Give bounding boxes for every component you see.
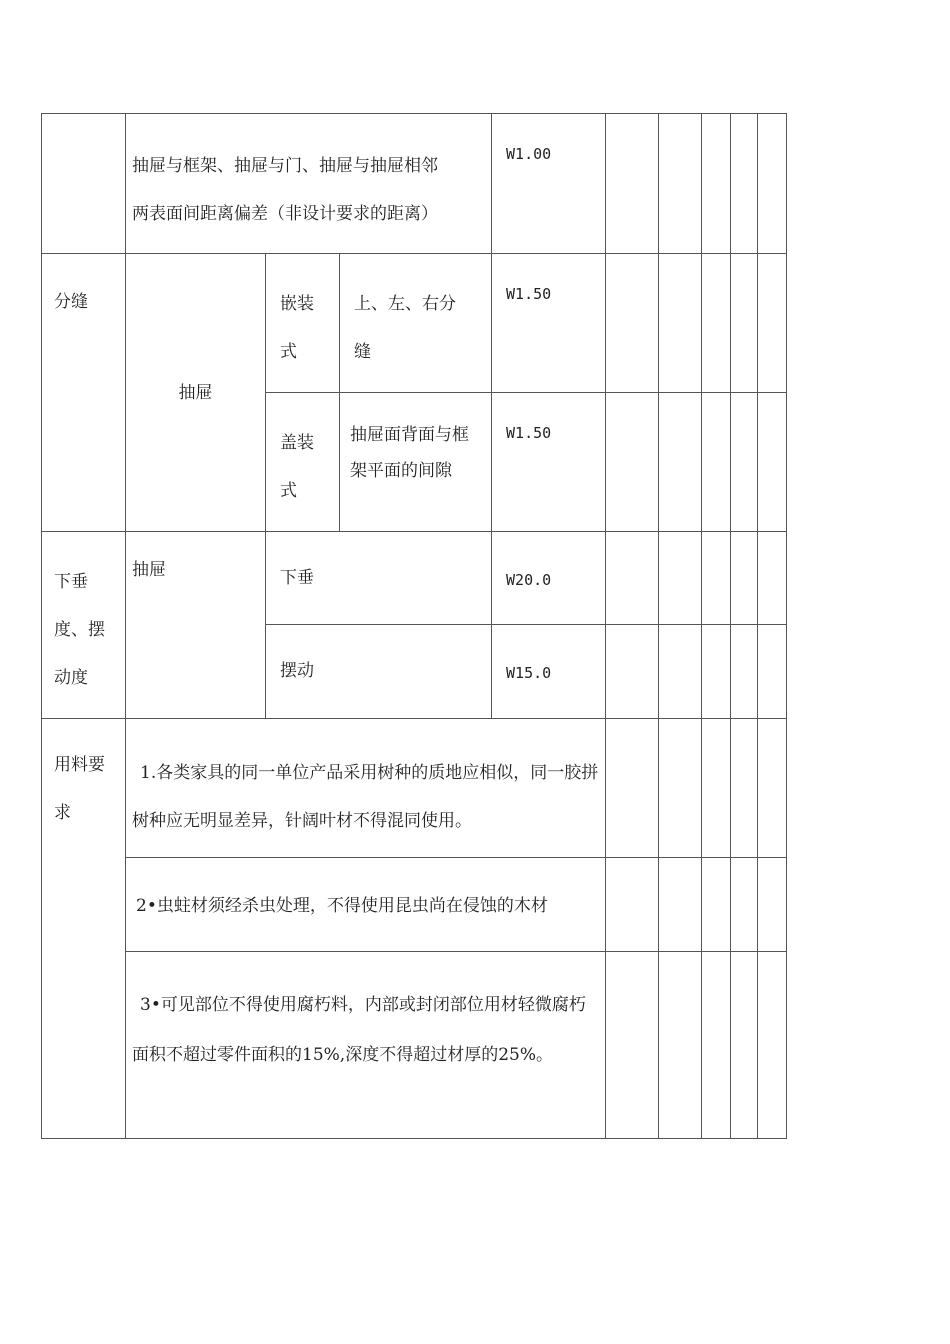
inspection-table <box>41 113 787 1139</box>
check-cell <box>659 393 702 532</box>
desc-cell <box>340 254 492 393</box>
item-label: 抽屉 <box>132 560 166 580</box>
category-cell <box>42 719 126 1139</box>
category-label: 用料要求 <box>54 755 105 823</box>
subtype-cell <box>266 254 340 393</box>
item-desc-line1: 抽屉与框架、抽屉与门、抽屉与抽屉相邻 <box>132 156 438 176</box>
item-cell <box>126 114 492 254</box>
value-cell <box>492 254 606 393</box>
item-label: 抽屉 <box>178 382 213 403</box>
check-cell <box>659 254 702 393</box>
requirement-text: 2•虫蛀材须经杀虫处理，不得使用昆虫尚在侵蚀的木材 <box>136 896 548 916</box>
subtype-label: 盖装式 <box>280 433 314 501</box>
category-cell-empty <box>42 114 126 254</box>
table-row <box>42 719 787 858</box>
check-cell <box>758 254 787 393</box>
item-cell <box>126 532 266 719</box>
value-cell <box>492 393 606 532</box>
check-cell <box>659 532 702 625</box>
tolerance-value: W1.50 <box>506 424 552 442</box>
subtype-cell <box>266 625 492 719</box>
check-cell <box>758 532 787 625</box>
desc-cell <box>340 393 492 532</box>
check-cell <box>702 858 731 952</box>
check-cell <box>606 114 659 254</box>
check-cell <box>702 952 731 1139</box>
check-cell <box>606 393 659 532</box>
check-cell <box>702 625 731 719</box>
check-cell <box>702 114 731 254</box>
desc-label: 抽屉面背面与框架平面的间隙 <box>350 425 469 481</box>
subtype-cell <box>266 393 340 532</box>
table-row <box>42 532 787 625</box>
check-cell <box>702 719 731 858</box>
table-row <box>42 858 787 952</box>
check-cell <box>731 719 758 858</box>
value-cell <box>492 532 606 625</box>
item-cell <box>126 254 266 532</box>
desc-label: 上、左、右分缝 <box>354 294 456 362</box>
requirement-cell <box>126 719 606 858</box>
check-cell <box>731 114 758 254</box>
check-cell <box>731 858 758 952</box>
tolerance-value: W1.50 <box>506 285 552 303</box>
item-desc-line2: 两表面间距离偏差（非设计要求的距离） <box>132 204 438 224</box>
check-cell <box>731 625 758 719</box>
requirement-text: 1.各类家具的同一单位产品采用树种的质地应相似，同一胶拼树种应无明显差异，针阔叶材不得混同使用。 <box>132 763 599 831</box>
requirement-cell <box>126 858 606 952</box>
tolerance-value: W20.0 <box>506 571 552 589</box>
check-cell <box>659 114 702 254</box>
check-cell <box>606 625 659 719</box>
value-cell <box>492 114 606 254</box>
check-cell <box>606 858 659 952</box>
subtype-cell <box>266 532 492 625</box>
check-cell <box>606 952 659 1139</box>
check-cell <box>606 719 659 858</box>
category-cell <box>42 532 126 719</box>
table-row <box>42 114 787 254</box>
check-cell <box>702 254 731 393</box>
category-cell <box>42 254 126 532</box>
category-label: 分缝 <box>54 292 88 312</box>
check-cell <box>659 858 702 952</box>
category-label: 下垂度、摆动度 <box>54 572 105 688</box>
check-cell <box>731 254 758 393</box>
subtype-label: 摆动 <box>280 661 314 681</box>
check-cell <box>659 625 702 719</box>
check-cell <box>702 532 731 625</box>
check-cell <box>758 114 787 254</box>
subtype-label: 下垂 <box>280 568 314 588</box>
subtype-label: 嵌装式 <box>280 294 314 362</box>
tolerance-value: W1.00 <box>506 145 552 163</box>
table-row <box>42 254 787 393</box>
requirement-text: 3•可见部位不得使用腐朽料，内部或封闭部位用材轻微腐朽面积不超过零件面积的15%,深度不得超过材厚的25%。 <box>132 995 586 1065</box>
check-cell <box>731 393 758 532</box>
check-cell <box>731 952 758 1139</box>
check-cell <box>659 719 702 858</box>
tolerance-value: W15.0 <box>506 664 552 682</box>
check-cell <box>758 719 787 858</box>
check-cell <box>606 254 659 393</box>
check-cell <box>702 393 731 532</box>
requirement-cell <box>126 952 606 1139</box>
check-cell <box>659 952 702 1139</box>
check-cell <box>731 532 758 625</box>
check-cell <box>758 952 787 1139</box>
table-row <box>42 952 787 1139</box>
check-cell <box>758 858 787 952</box>
value-cell <box>492 625 606 719</box>
check-cell <box>758 625 787 719</box>
check-cell <box>606 532 659 625</box>
check-cell <box>758 393 787 532</box>
